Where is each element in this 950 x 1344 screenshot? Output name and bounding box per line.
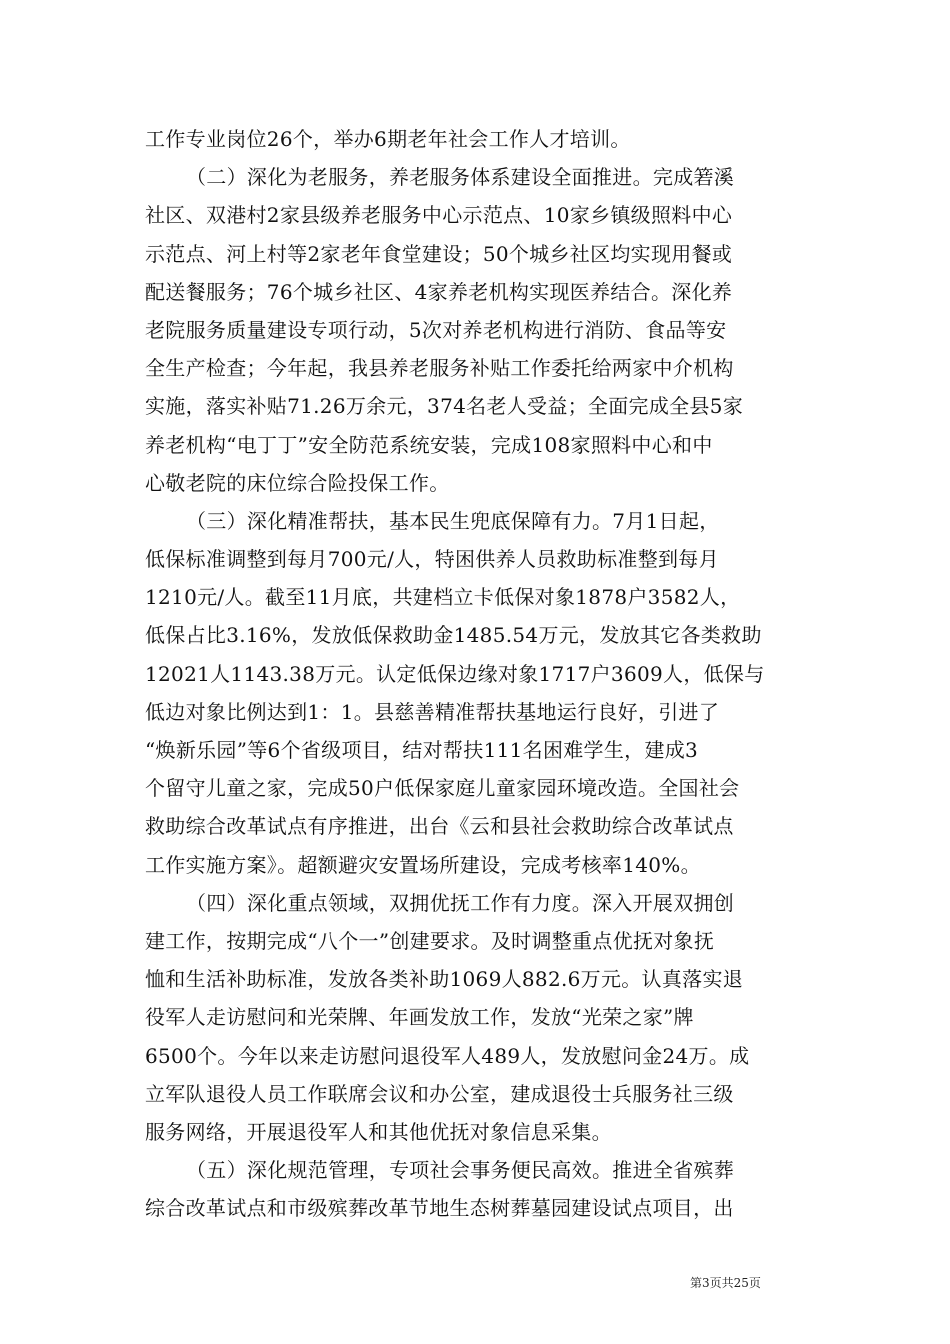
text-line: 6500个。今年以来走访慰问退役军人489人，发放慰问金24万。成 <box>145 1043 750 1068</box>
text-line: 工作专业岗位26个，举办6期老年社会工作人才培训。 <box>145 127 631 151</box>
page-number: 第3页共25页 <box>690 1276 761 1290</box>
text-line: 服务网络，开展退役军人和其他优抚对象信息采集。 <box>145 1119 612 1144</box>
paragraph-first-line: （二）深化为老服务，养老服务体系建设全面推进。完成箬溪 <box>186 165 735 190</box>
text-line: 低保占比3.16%，发放低保救助金1485.54万元，发放其它各类救助 <box>145 623 762 648</box>
text-line: 役军人走访慰问和光荣牌、年画发放工作，发放“光荣之家”牌 <box>145 1005 694 1030</box>
text-line: 实施，落实补贴71.26万余元，374名老人受益；全面完成全县5家 <box>145 394 744 419</box>
paragraph-first-line: （五）深化规范管理，专项社会事务便民高效。推进全省殡葬 <box>186 1158 735 1183</box>
paragraph-first-line: （四）深化重点领域，双拥优抚工作有力度。深入开展双拥创 <box>186 890 735 915</box>
body-text <box>145 120 805 1227</box>
text-line: 救助综合改革试点有序推进，出台《云和县社会救助综合改革试点 <box>145 814 734 839</box>
text-line: 心敬老院的床位综合险投保工作。 <box>145 470 450 495</box>
text-line: 1210元/人。截至11月底，共建档立卡低保对象1878户3582人， <box>145 585 741 610</box>
text-line: 建工作，按期完成“八个一”创建要求。及时调整重点优抚对象抚 <box>145 928 715 953</box>
text-line: 低保标准调整到每月700元/人，特困供养人员救助标准整到每月 <box>145 547 719 572</box>
text-line: 恤和生活补助标准，发放各类补助1069人882.6万元。认真落实退 <box>145 967 744 992</box>
text-line: 工作实施方案》。超额避灾安置场所建设，完成考核率140%。 <box>145 852 701 877</box>
text-line: 个留守儿童之家，完成50户低保家庭儿童家园环境改造。全国社会 <box>145 776 740 801</box>
text-line: 养老机构“电丁丁”安全防范系统安装，完成108家照料中心和中 <box>145 432 713 457</box>
text-line: 社区、双港村2家县级养老服务中心示范点、10家乡镇级照料中心 <box>145 203 733 228</box>
text-line: 配送餐服务；76个城乡社区、4家养老机构实现医养结合。深化养 <box>145 279 733 304</box>
text-line: 示范点、河上村等2家老年食堂建设；50个城乡社区均实现用餐或 <box>145 241 733 266</box>
text-line: “焕新乐园”等6个省级项目，结对帮扶111名困难学生，建成3 <box>145 738 699 762</box>
paragraph-first-line: （三）深化精准帮扶，基本民生兜底保障有力。7月1日起， <box>186 508 720 533</box>
text-line: 12021人1143.38万元。认定低保边缘对象1717户3609人，低保与 <box>145 661 765 686</box>
text-line: 低边对象比例达到1：1。县慈善精准帮扶基地运行良好，引进了 <box>145 699 720 724</box>
text-line: 立军队退役人员工作联席会议和办公室，建成退役士兵服务社三级 <box>145 1081 734 1106</box>
text-line: 全生产检查；今年起，我县养老服务补贴工作委托给两家中介机构 <box>145 356 734 381</box>
text-line: 综合改革试点和市级殡葬改革节地生态树葬墓园建设试点项目，出 <box>145 1196 734 1221</box>
text-line: 老院服务质量建设专项行动，5次对养老机构进行消防、食品等安 <box>145 317 727 342</box>
